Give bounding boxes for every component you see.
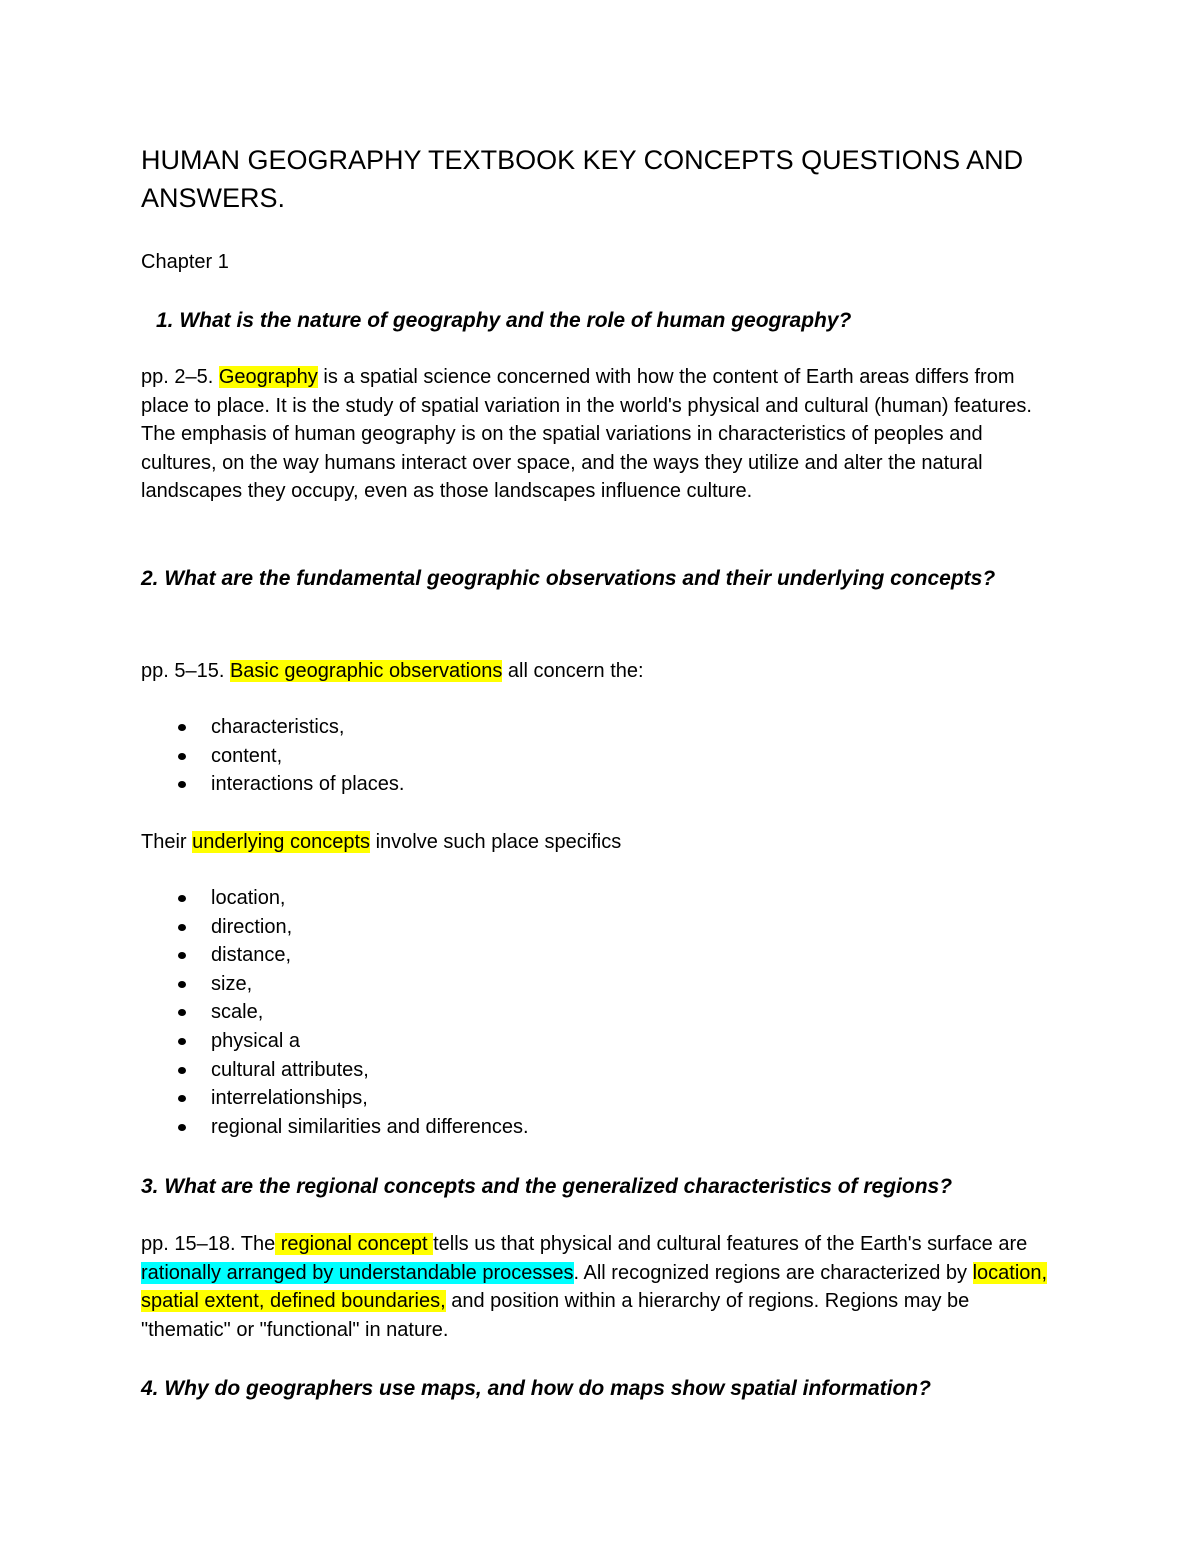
answer-3-c: tells us that physical and cultural features of the Earth's surface are: [433, 1233, 1028, 1255]
question-4: 4. Why do geographers use maps, and how do maps show spatial information?: [141, 1377, 931, 1400]
answer-3-e: . All recognized regions are characterized by: [573, 1261, 973, 1284]
answer-2-intro-text: all concern the:: [502, 660, 644, 682]
bullet-icon: [178, 952, 186, 959]
bullet-icon: [178, 895, 186, 902]
list-item: [141, 770, 1050, 799]
highlight-rationally-arranged: rationally arranged by understandable processes: [141, 1261, 574, 1284]
highlight-underlying-concepts: underlying concepts: [192, 831, 371, 853]
list-item: [141, 742, 1050, 771]
list-item: [141, 998, 1050, 1027]
list-item: [141, 913, 1050, 942]
answer-2-concepts: [141, 828, 1050, 857]
answer-1-text: is a spatial science concerned with how the content of Earth areas differs from place to place. It is the study of spatial variation in the world's physical and cultural (human) features. The emphasis of human geography is on the spatial variations in characteristics of peoples and cultures, on the way humans interact over space, and the ways they utilize and alter the natural landscapes they occupy, even as those landscapes influence culture.: [141, 366, 1032, 503]
answer-1-prefix: pp. 2–5.: [141, 366, 219, 388]
bullet-icon: [178, 724, 186, 731]
document-title: HUMAN GEOGRAPHY TEXTBOOK KEY CONCEPTS QUESTIONS AND ANSWERS.: [141, 145, 1024, 213]
list-item-text: interactions of places.: [211, 773, 405, 796]
list-item: [141, 1113, 1050, 1142]
bullet-icon: [178, 1038, 186, 1045]
highlight-geography: Geography: [218, 366, 318, 388]
question-3: 3. What are the regional concepts and the generalized characteristics of regions?: [141, 1175, 953, 1198]
bullet-icon: [178, 1095, 186, 1102]
answer-2-prefix: pp. 5–15.: [141, 660, 230, 682]
highlight-location-extent: location, spatial extent, defined boundaries,: [141, 1261, 1048, 1313]
list-item: [141, 1027, 1050, 1056]
answer-3-a: pp. 15–18. The: [141, 1233, 276, 1255]
list-item-text: cultural attributes,: [211, 1058, 369, 1081]
bullet-icon: [178, 1009, 186, 1016]
chapter-heading: Chapter 1: [141, 251, 229, 273]
list-item-text: interrelationships,: [211, 1087, 368, 1110]
bullet-icon: [178, 924, 186, 931]
list-item: [141, 884, 1050, 913]
list-item-text: scale,: [211, 1001, 264, 1024]
list-item-text: direction,: [211, 915, 293, 938]
question-2: 2. What are the fundamental geographic observations and their underlying concepts?: [141, 567, 996, 590]
answer-3-g: and position within a hierarchy of regions. Regions may be "thematic" or "functional" in nature.: [141, 1290, 970, 1341]
observations-list: [141, 713, 1050, 799]
list-item: [141, 1056, 1050, 1085]
list-item: [141, 713, 1050, 742]
answer-2-concepts-text: involve such place specifics: [370, 831, 622, 853]
list-item-text: location,: [211, 887, 286, 909]
answer-2-intro: [141, 657, 1050, 686]
list-item: [141, 970, 1050, 999]
list-item-text: physical a: [211, 1029, 300, 1052]
question-1: 1. What is the nature of geography and the role of human geography?: [156, 309, 852, 332]
answer-3: [141, 1230, 1050, 1344]
bullet-icon: [178, 781, 186, 788]
list-item-text: regional similarities and differences.: [211, 1115, 529, 1138]
list-item-text: characteristics,: [211, 716, 345, 738]
concepts-list: [141, 884, 1050, 1141]
list-item-text: content,: [211, 744, 283, 767]
highlight-regional-concept: regional concept: [275, 1233, 434, 1255]
list-item: [141, 941, 1050, 970]
list-item-text: distance,: [211, 944, 292, 967]
answer-2-concepts-prefix: Their: [141, 831, 193, 853]
bullet-icon: [178, 753, 186, 760]
bullet-icon: [178, 1067, 186, 1074]
list-item: [141, 1084, 1050, 1113]
answer-1: [141, 363, 1050, 506]
bullet-icon: [178, 981, 186, 988]
list-item-text: size,: [211, 972, 253, 995]
highlight-basic-observations: Basic geographic observations: [229, 660, 503, 682]
bullet-icon: [178, 1124, 186, 1131]
